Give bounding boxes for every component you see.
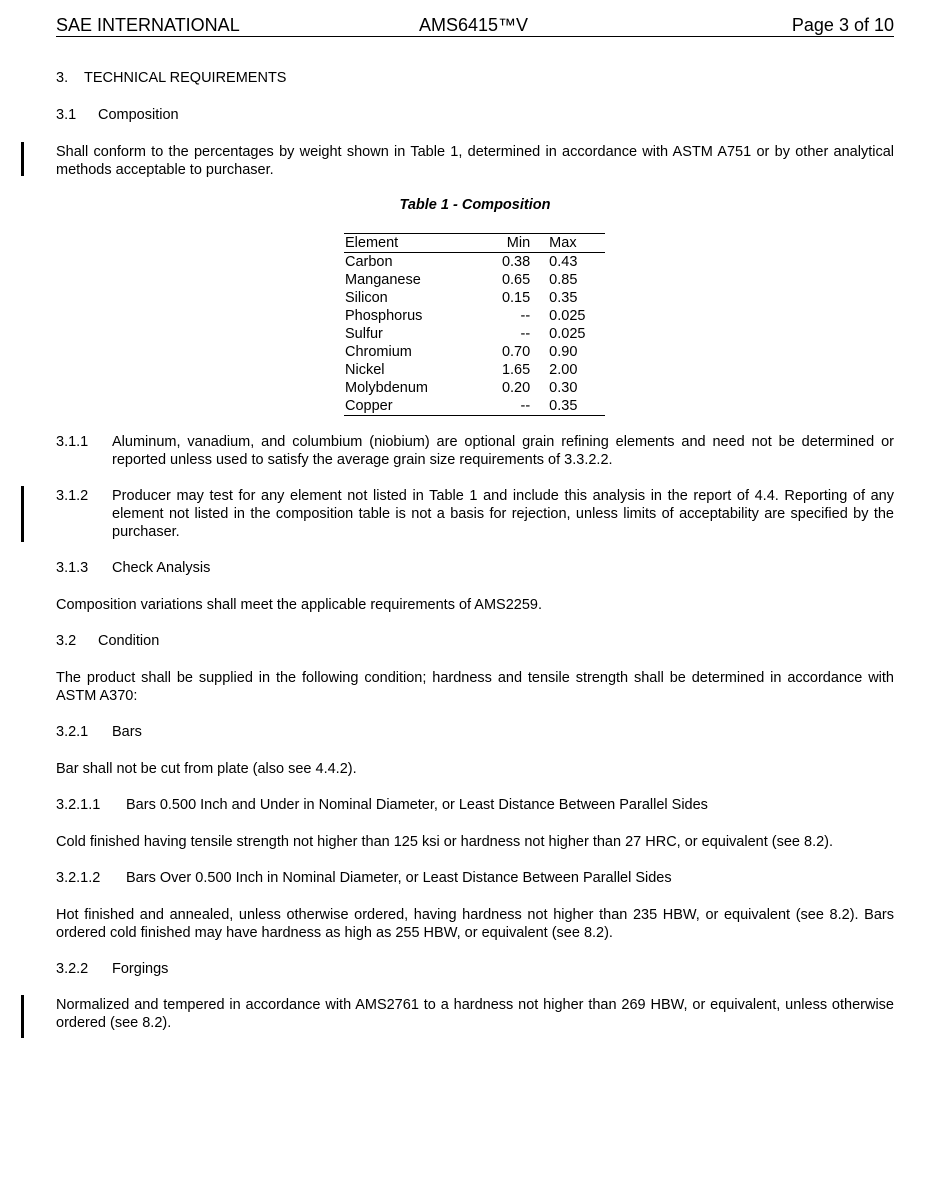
min-cell: 0.20 <box>501 380 531 396</box>
min-cell: 0.38 <box>501 254 531 270</box>
section-3-2-1-2-title: Bars Over 0.500 Inch in Nominal Diameter, or Least Distance Between Parallel Sides <box>126 870 672 886</box>
max-cell: 0.90 <box>549 344 578 360</box>
element-cell: Carbon <box>345 254 393 270</box>
column-header-max: Max <box>530 234 605 253</box>
max-cell: 0.025 <box>549 308 586 324</box>
max-cell: 2.00 <box>549 362 578 378</box>
element-cell: Chromium <box>345 344 412 360</box>
section-3-1-2-paragraph: Producer may test for any element not listed in Table 1 and include this analysis in the report of 4.4. Reporting of any element not listed in the composition table is not a basis for rejection, unless limits of acceptability are specified by the purchaser. <box>112 488 894 540</box>
section-3-2-2-number: 3.2.2 <box>56 961 89 977</box>
header-organization: SAE INTERNATIONAL <box>56 15 240 35</box>
section-3-2-1-title: Bars <box>112 724 142 740</box>
min-cell: 0.70 <box>501 344 531 360</box>
section-3-1-paragraph: Shall conform to the percentages by weight shown in Table 1, determined in accordance with ASTM A751 or by other analytical methods acceptable to purchaser. <box>56 144 894 178</box>
table-1-caption: Table 1 - Composition <box>399 197 551 213</box>
min-cell: 0.15 <box>501 290 531 306</box>
min-cell: 1.65 <box>501 362 531 378</box>
table-row <box>344 397 605 416</box>
section-3-1-number: 3.1 <box>56 107 77 123</box>
revision-bar-3-1 <box>21 142 24 176</box>
section-3-number: 3. <box>56 70 69 86</box>
header-document-number: AMS6415™V <box>419 15 529 35</box>
column-header-element: Element <box>344 234 483 253</box>
table-header-row <box>344 234 605 253</box>
section-3-title: TECHNICAL REQUIREMENTS <box>84 70 287 86</box>
max-cell: 0.30 <box>549 380 578 396</box>
section-3-2-1-1-number: 3.2.1.1 <box>56 797 101 813</box>
section-3-2-paragraph: The product shall be supplied in the following condition; hardness and tensile strength shall be determined in accordance with ASTM A370: <box>56 670 894 704</box>
max-cell: 0.35 <box>530 397 605 416</box>
revision-bar-3-1-2 <box>21 486 24 542</box>
table-row <box>344 379 605 397</box>
section-3-1-1-number: 3.1.1 <box>56 434 89 450</box>
section-3-2-number: 3.2 <box>56 633 77 649</box>
section-3-1-2-number: 3.1.2 <box>56 488 89 504</box>
section-3-1-3-number: 3.1.3 <box>56 560 89 576</box>
table-row <box>344 307 605 325</box>
element-cell: Silicon <box>345 290 388 306</box>
section-3-2-1-1-paragraph: Cold finished having tensile strength not higher than 125 ksi or hardness not higher than 27 HRC, or equivalent (see 8.2). <box>56 834 834 850</box>
section-3-1-3-paragraph: Composition variations shall meet the applicable requirements of AMS2259. <box>56 597 543 613</box>
element-cell: Nickel <box>345 362 385 378</box>
section-3-2-2-paragraph: Normalized and tempered in accordance with AMS2761 to a hardness not higher than 269 HBW, or equivalent, unless otherwise ordered (see 8.2). <box>56 997 894 1031</box>
table-row <box>344 289 605 307</box>
element-cell: Phosphorus <box>345 308 423 324</box>
section-3-2-1-number: 3.2.1 <box>56 724 89 740</box>
header-page-number: Page 3 of 10 <box>791 15 894 35</box>
revision-bar-3-2-2 <box>21 995 24 1038</box>
section-3-1-1-paragraph: Aluminum, vanadium, and columbium (niobium) are optional grain refining elements and need not be determined or reported unless used to satisfy the average grain size requirements of 3.3.2.2. <box>112 434 894 468</box>
table-row <box>344 361 605 379</box>
element-cell: Sulfur <box>345 326 383 342</box>
section-3-2-2-title: Forgings <box>112 961 169 977</box>
section-3-2-title: Condition <box>98 633 160 649</box>
min-cell: -- <box>483 397 530 416</box>
min-cell: 0.65 <box>501 272 531 288</box>
section-3-2-1-1-title: Bars 0.500 Inch and Under in Nominal Diameter, or Least Distance Between Parallel Sides <box>126 797 708 813</box>
table-row <box>344 271 605 289</box>
element-cell: Manganese <box>345 272 421 288</box>
section-3-1-title: Composition <box>98 107 179 123</box>
table-row <box>344 343 605 361</box>
section-3-2-1-2-paragraph: Hot finished and annealed, unless otherwise ordered, having hardness not higher than 235 HBW, or equivalent (see 8.2). Bars ordered cold finished may have hardness as high as 255 HBW, or equivalent (see 8.2). <box>56 907 894 941</box>
column-header-min: Min <box>483 234 530 253</box>
max-cell: 0.35 <box>549 290 578 306</box>
section-3-2-1-paragraph: Bar shall not be cut from plate (also see 4.4.2). <box>56 761 357 777</box>
max-cell: 0.43 <box>549 254 578 270</box>
max-cell: 0.025 <box>549 326 586 342</box>
min-cell: -- <box>520 326 531 342</box>
table-row <box>344 325 605 343</box>
max-cell: 0.85 <box>549 272 578 288</box>
min-cell: -- <box>520 308 531 324</box>
element-cell: Copper <box>344 397 483 416</box>
section-3-2-1-2-number: 3.2.1.2 <box>56 870 101 886</box>
element-cell: Molybdenum <box>345 380 429 396</box>
section-3-1-3-title: Check Analysis <box>112 560 211 576</box>
table-row <box>344 253 605 272</box>
composition-table <box>344 233 605 416</box>
page-header <box>56 15 894 37</box>
